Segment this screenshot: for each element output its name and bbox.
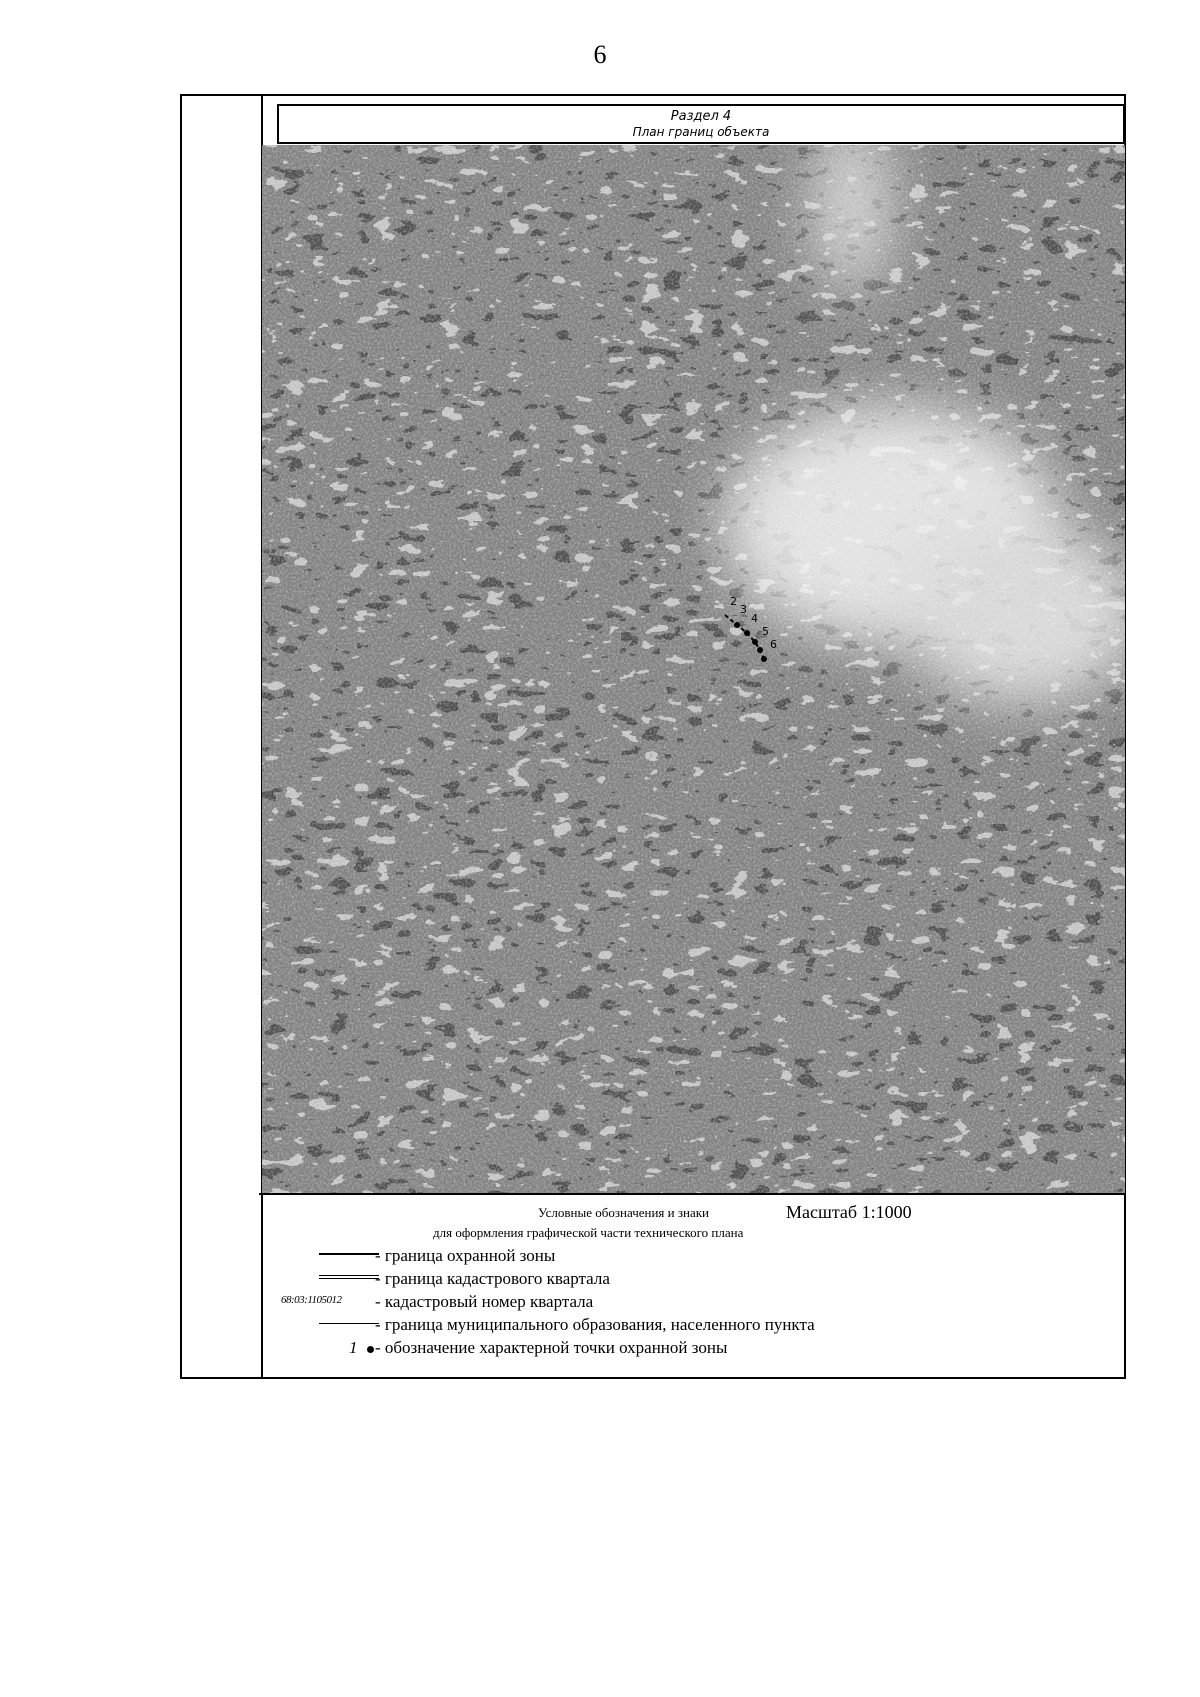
double-line-symbol <box>279 1268 389 1290</box>
plan-title-block <box>277 104 1125 144</box>
solid-line-symbol <box>279 1245 389 1267</box>
point-symbol <box>279 1337 389 1359</box>
point-label: 6 <box>770 638 777 651</box>
section-title: Раздел 4 <box>670 109 732 124</box>
aerial-map-image <box>262 145 1125 1195</box>
aerial-photo <box>262 145 1125 1195</box>
boundary-point <box>734 622 740 628</box>
boundary-point <box>752 639 758 645</box>
boundary-point <box>761 656 767 662</box>
plan-subtitle: План границ объекта <box>632 125 770 139</box>
page-number: 6 <box>593 40 607 69</box>
legend-subtitle: для оформления графической части технического плана <box>433 1225 744 1240</box>
point-label: 3 <box>740 603 747 616</box>
legend-item-label: - кадастровый номер квартала <box>375 1292 594 1311</box>
thin-line-symbol <box>279 1314 389 1336</box>
legend-item-cadastral-block-boundary <box>259 1268 1119 1290</box>
cadastral-code: 68:03:1105012 <box>281 1294 342 1306</box>
legend-item-label: - граница муниципального образования, населенного пункта <box>375 1315 815 1334</box>
map-scale: Масштаб 1:1000 <box>786 1202 912 1222</box>
cadastral-code-symbol <box>279 1291 389 1313</box>
boundary-point <box>757 647 763 653</box>
map-legend <box>259 1193 1125 1379</box>
legend-item-label: - граница кадастрового квартала <box>375 1269 610 1288</box>
point-label: 5 <box>762 625 769 638</box>
point-dot-icon <box>367 1346 374 1353</box>
point-label: 2 <box>730 595 737 608</box>
legend-item-municipal-boundary <box>259 1314 1119 1336</box>
legend-item-characteristic-point <box>259 1337 1119 1359</box>
legend-item-cadastral-number <box>259 1291 1119 1313</box>
legend-item-label: - обозначение характерной точки охранной зоны <box>375 1338 728 1357</box>
legend-item-label: - граница охранной зоны <box>375 1246 556 1265</box>
boundary-point <box>744 630 750 636</box>
legend-item-protection-zone <box>259 1245 1119 1267</box>
legend-title: Условные обозначения и знаки <box>538 1205 709 1220</box>
point-label: 4 <box>751 612 758 625</box>
point-number: 1 <box>349 1338 358 1357</box>
